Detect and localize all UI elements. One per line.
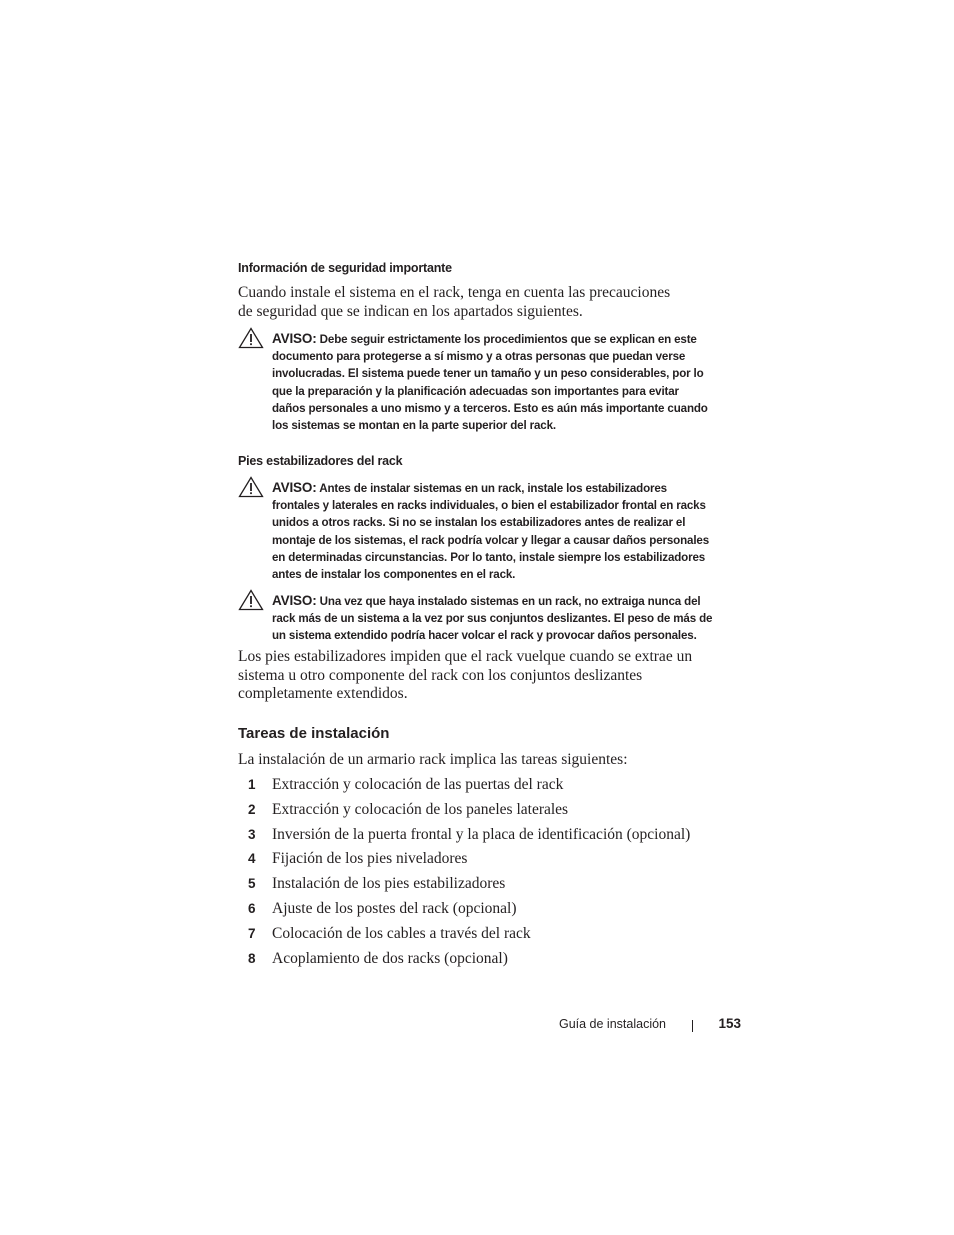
warning-label: AVISO: [272, 331, 317, 346]
warning-triangle-icon [238, 589, 264, 611]
warning-line: daños personales a uno mismo y a terceros. Esto es aún más importante cuando [272, 401, 708, 415]
warning-line: rack más de un sistema a la vez por sus conjuntos deslizantes. El peso de más de [272, 612, 713, 626]
warning-line: Antes de instalar sistemas en un rack, instale los estabilizadores [316, 482, 667, 495]
stabilizers-body [238, 648, 738, 704]
warning-text [272, 330, 748, 434]
stabilizers-body-block [238, 648, 738, 704]
section-heading-tasks: Tareas de instalación [238, 725, 390, 742]
list-text: Ajuste de los postes del rack (opcional) [272, 899, 517, 917]
list-number: 3 [248, 826, 256, 842]
warning-triangle-icon [238, 327, 264, 349]
warning-triangle-icon [238, 476, 264, 498]
safety-intro [238, 284, 738, 321]
section-heading-safety: Información de seguridad importante [238, 261, 452, 275]
warning-line: frontales y laterales en racks individuales, o bien el estabilizador frontal en racks [272, 499, 706, 513]
text-line: completamente extendidos. [238, 685, 408, 703]
list-number: 4 [248, 851, 256, 867]
footer-divider [692, 1020, 693, 1032]
text-line: de seguridad que se indican en los apartados siguientes. [238, 302, 583, 320]
list-text: Extracción y colocación de las puertas del rack [272, 776, 564, 793]
list-text: Colocación de los cables a través del rack [272, 924, 531, 942]
warning-notice-safety [238, 330, 748, 434]
list-number: 7 [248, 925, 256, 941]
warning-label: AVISO: [272, 480, 317, 495]
list-text: Inversión de la puerta frontal y la placa de identificación (opcional) [272, 825, 691, 843]
safety-section [238, 260, 738, 276]
list-text: Fijación de los pies niveladores [272, 850, 468, 868]
warning-line: en determinadas circunstancias. Por lo tanto, instale siempre los estabilizadores [272, 550, 706, 564]
warning-text [272, 479, 748, 583]
list-number: 6 [248, 900, 256, 916]
page-number: 153 [718, 1016, 741, 1031]
text-line [272, 592, 748, 610]
warning-text [272, 592, 748, 645]
warning-line: antes de instalar los componentes en el rack. [272, 568, 516, 582]
warning-line: documento para protegerse a sí mismo y a otras personas que puedan verse [272, 350, 686, 364]
text-line: Los pies estabilizadores impiden que el rack vuelque cuando se extrae un [238, 648, 693, 665]
list-number: 2 [248, 801, 256, 817]
list-number: 1 [248, 777, 256, 792]
warning-line: Debe seguir estrictamente los procedimientos que se explican en este [316, 333, 697, 346]
warning-label: AVISO: [272, 593, 317, 608]
warning-line: involucradas. El sistema puede tener un tamaño y un peso considerables, por lo [272, 367, 704, 381]
tasks-section [238, 724, 738, 743]
warning-line: montaje de los sistemas, el rack podría volcar y llegar a causar daños personales [272, 533, 709, 547]
stabilizers-section [238, 453, 738, 469]
list-number: 5 [248, 876, 256, 892]
list-text: Extracción y colocación de los paneles laterales [272, 800, 569, 818]
warning-line: los sistemas se montan en la parte superior del rack. [272, 419, 556, 433]
section-heading-stabilizers: Pies estabilizadores del rack [238, 454, 403, 468]
safety-intro-block [238, 284, 738, 321]
list-text: Acoplamiento de dos racks (opcional) [272, 949, 508, 967]
page-footer [520, 1014, 741, 1034]
warning-line: Una vez que haya instalado sistemas en un rack, no extraiga nunca del [316, 595, 701, 608]
warning-line: unidos a otros racks. Si no se instalan los estabilizadores antes de realizar el [272, 516, 686, 530]
text-line: Cuando instale el sistema en el rack, tenga en cuenta las precauciones [238, 284, 671, 301]
footer-title: Guía de instalación [558, 1017, 666, 1031]
text-line: sistema u otro componente del rack con los conjuntos deslizantes [238, 666, 643, 684]
warning-notice-slides [238, 592, 748, 645]
text-line: La instalación de un armario rack implica las tareas siguientes: [238, 751, 628, 768]
warning-line: un sistema extendido podría hacer volcar el rack y provocar daños personales. [272, 629, 697, 643]
text-line [272, 330, 748, 348]
list-text: Instalación de los pies estabilizadores [272, 875, 506, 893]
warning-notice-stabilizers [238, 479, 748, 583]
list-number: 8 [248, 950, 256, 966]
warning-line: que la preparación y la planificación adecuadas son importantes para evitar [272, 384, 679, 398]
tasks-intro [238, 751, 738, 770]
tasks-intro-block [238, 751, 738, 770]
text-line [272, 479, 748, 497]
